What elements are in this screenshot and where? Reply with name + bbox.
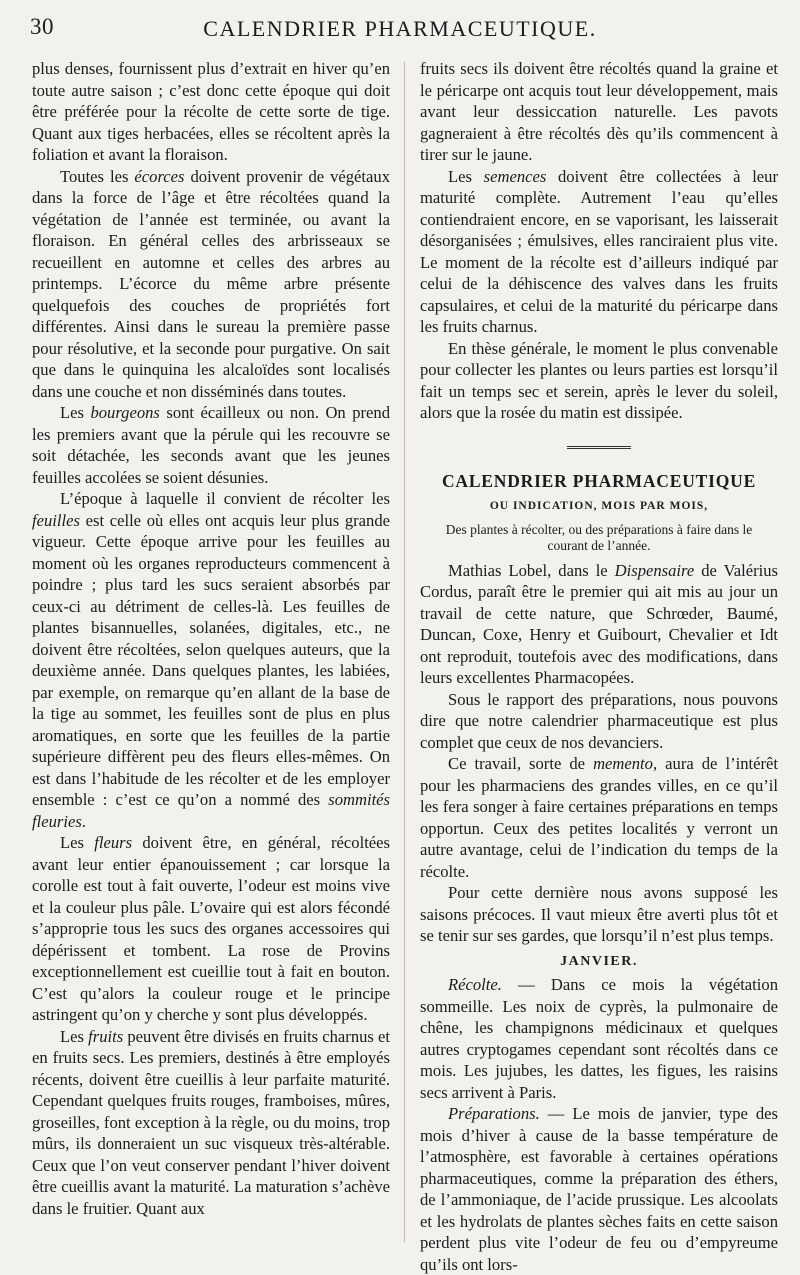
- paragraph-lobel: Mathias Lobel, dans le Dispensaire de Valérius Cordus, paraît être le premier qui ait mis au jour un travail de cette nature, que Schrœder, Baumé, Duncan, Coxe, Henry et Guibourt, Chevalier et Idt ont reproduit, toutefois avec des modifications, dans leurs excellentes Pharmacopées.: [420, 560, 778, 687]
- section-separator: [567, 446, 631, 449]
- paragraph-fruits: Les fruits peuvent être divisés en fruits charnus et en fruits secs. Les premiers, destinés à être employés récents, doivent être cueillis à leur parfaite maturité. Cependant quelques fruits rouges, framboises, mûres, groseilles, font exception à la règle, ou du moins, trop mûrs, ils donneraient un suc visqueux très-altérable. Ceux que l’on veut conserver pendant l’hiver doivent être cueillis avant la maturité. La maturation s’achève dans le fruitier. Quant aux: [32, 1026, 391, 1218]
- paragraph-semences: Les semences doivent être collectées à leur maturité complète. Autrement l’eau qu’elles contiendraient encore, en se vaporisant, les laisserait désorganisées ; émulsives, elles ranciraient plus vite. Le moment de la récolte est d’ailleurs indiqué par celui de la déhiscence des valves dans les fruits capsulaires, et celui de la maturité du péricarpe dans les fruits charnus.: [420, 166, 778, 336]
- paragraph: En thèse générale, le moment le plus convenable pour collecter les plantes ou leurs parties est lorsqu’il fait un temps sec et serein, après le lever du soleil, alors que la rosée du matin est dissipée.: [420, 338, 778, 422]
- paragraph: Pour cette dernière nous avons supposé les saisons précoces. Il vaut mieux être averti plus tôt et se tenir sur ses gardes, que lorsqu’il n’est plus temps.: [420, 883, 778, 945]
- paragraph: Sous le rapport des préparations, nous pouvons dire que notre calendrier pharmaceutique est plus complet que ceux de nos devanciers.: [420, 689, 778, 752]
- right-column: [420, 58, 778, 1275]
- section-subtitle: OU INDICATION, MOIS PAR MOIS,: [489, 500, 709, 512]
- left-column: [32, 58, 390, 1219]
- paragraph-fleurs: Les fleurs doivent être, en général, récoltées avant leur entier épanouissement ; car lorsque la corolle est tout à fait ouverte, l’odeur est moins vive et la couleur plus pâle. L’ovaire qui est alors fécondé s’approprie tous les sucs des organes accessoires qui dépérissent et tombent. La rose de Provins exceptionnellement est cueillie tout à fait en bouton. C’est qu’alors la couleur rouge et le principe astringent qu’on y cherche y sont plus développés.: [32, 833, 390, 1024]
- page-number: 30: [30, 14, 54, 39]
- paragraph-ecorces: Toutes les écorces doivent provenir de végétaux dans la force de l’âge et être récoltées quand la végétation de l’année est terminée, ou avant la floraison. En général celles des arbrisseaux se recueillent en automne et celles des arbres au printemps. L’écorce du même arbre présente quelquefois des couches de propriétés fort différentes. Ainsi dans le sureau la première passe pour résolutive, et la seconde pour purgative. On sait que dans le quinquina les alcaloïdes sont localisés dans une couche et non disséminés dans toutes.: [32, 166, 390, 401]
- column-divider: [404, 62, 405, 1242]
- section-title: CALENDRIER PHARMACEUTIQUE: [441, 470, 757, 491]
- section-description: Des plantes à récolter, ou des préparations à faire dans le courant de l’année.: [445, 521, 753, 553]
- paragraph: plus denses, fournissent plus d’extrait en hiver qu’en toute autre saison ; c’est donc cette époque qui doit être préférée pour la récolte de cette sorte de tige. Quant aux tiges herbacées, elles se récoltent après la foliation et avant la floraison.: [32, 59, 390, 164]
- paragraph-bourgeons: Les bourgeons sont écailleux ou non. On prend les premiers avant que la pérule qui les recouvre se soit détachée, les seconds avant que les jeunes feuilles accolées se soient désunies.: [32, 403, 390, 487]
- paragraph-preparations: Préparations. — Le mois de janvier, type des mois d’hiver à cause de la basse température de l’atmosphère, est favorable à certaines opérations pharmaceutiques, comme la préparation des éthers, de l’ammoniaque, de l’acide prussique. Les alcoolats et les hydrolats de plantes sèches faits en cette saison perdent plus vite l’odeur de feu ou d’empyreume qu’ils ont lors-: [420, 1104, 778, 1274]
- page-header: [30, 14, 770, 54]
- paragraph: fruits secs ils doivent être récoltés quand la graine et le péricarpe ont acquis tout leur développement, mais avant leur dessiccation naturelle. Les pavots gagneraient à être récoltés dès qu’ils commencent à tirer sur le jaune.: [420, 59, 778, 164]
- paragraph-memento: Ce travail, sorte de memento, aura de l’intérêt pour les pharmaciens des grandes villes, en ce qu’il les fera songer à faire certaines préparations en temps opportun. Ceux des petites localités y verront un autre avantage, celui de l’indication du temps de la récolte.: [420, 754, 778, 881]
- month-heading: JANVIER.: [560, 953, 638, 969]
- paragraph-recolte: Récolte. — Dans ce mois la végétation sommeille. Les noix de cyprès, la pulmonaire de chêne, les champignons médicinaux et quelques autres cryptogames cependant sont récoltés dans ce mois. Les jujubes, les dattes, les figues, les raisins secs arrivent à Paris.: [420, 975, 778, 1102]
- running-title: CALENDRIER PHARMACEUTIQUE.: [203, 16, 597, 41]
- paragraph-feuilles: L’époque à laquelle il convient de récolter les feuilles est celle où elles ont acquis leur plus grande vigueur. Cette époque arrive pour les feuilles au moment où les organes reproducteurs commencent à poindre ; plus tard les sucs seraient absorbés par ceux-ci au détriment de celles-là. Les feuilles de plantes bisannuelles, solanées, digitales, etc., ne doivent être récoltées, selon quelques auteurs, que la deuxième année. Dans quelques plantes, les labiées, par exemple, on remarque qu’en allant de la base de la tige au sommet, les feuilles sont de plus en plus aromatiques, en sorte que les feuilles de la partie supérieure diffèrent peu des fleurs elles-mêmes. On est dans l’habitude de les récolter et de les employer ensemble : c’est ce qu’on a nommé des sommités fleuries.: [32, 489, 390, 831]
